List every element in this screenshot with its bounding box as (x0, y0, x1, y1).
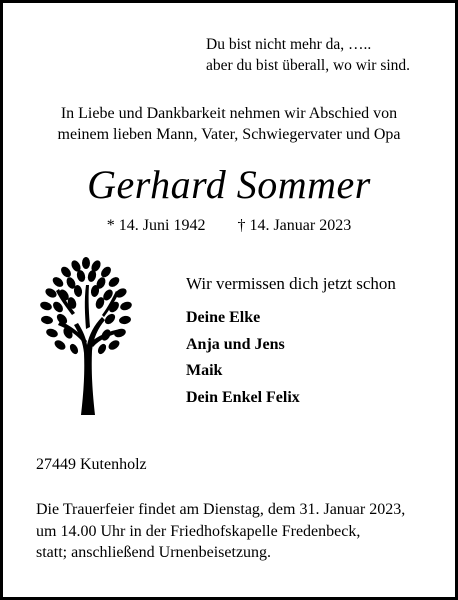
message-text: Wir vermissen dich jetzt schon (186, 274, 396, 293)
signer: Anja und Jens (186, 335, 285, 353)
address: 27449 Kutenholz (36, 456, 147, 473)
signer: Deine Elke (186, 309, 261, 326)
life-dates (0, 217, 458, 235)
birth-date: * 14. Juni 1942 (106, 217, 206, 234)
tree-icon (38, 255, 134, 415)
intro-line-2: meinem lieben Mann, Vater, Schwiegervater und Opa (57, 126, 401, 143)
intro-line-1: In Liebe und Dankbarkeit nehmen wir Abschied von (60, 105, 398, 122)
notice-line-3: statt; anschließend Urnenbeisetzung. (36, 544, 272, 561)
signers-list (186, 305, 300, 411)
signer: Maik (186, 362, 223, 379)
motto-line-1: Du bist nicht mehr da, ….. (206, 36, 372, 53)
intro-text (0, 103, 458, 145)
signer: Dein Enkel Felix (186, 388, 300, 406)
motto (206, 34, 410, 76)
notice-line-1: Die Trauerfeier findet am Dienstag, dem 31. Januar 2023, (36, 501, 406, 518)
motto-line-2: aber du bist überall, wo wir sind. (206, 57, 411, 74)
deceased-name: Gerhard Sommer (87, 162, 371, 207)
notice-line-2: um 14.00 Uhr in der Friedhofskapelle Fredenbeck, (36, 522, 361, 540)
funeral-notice (36, 499, 405, 564)
death-date: † 14. Januar 2023 (237, 217, 352, 234)
